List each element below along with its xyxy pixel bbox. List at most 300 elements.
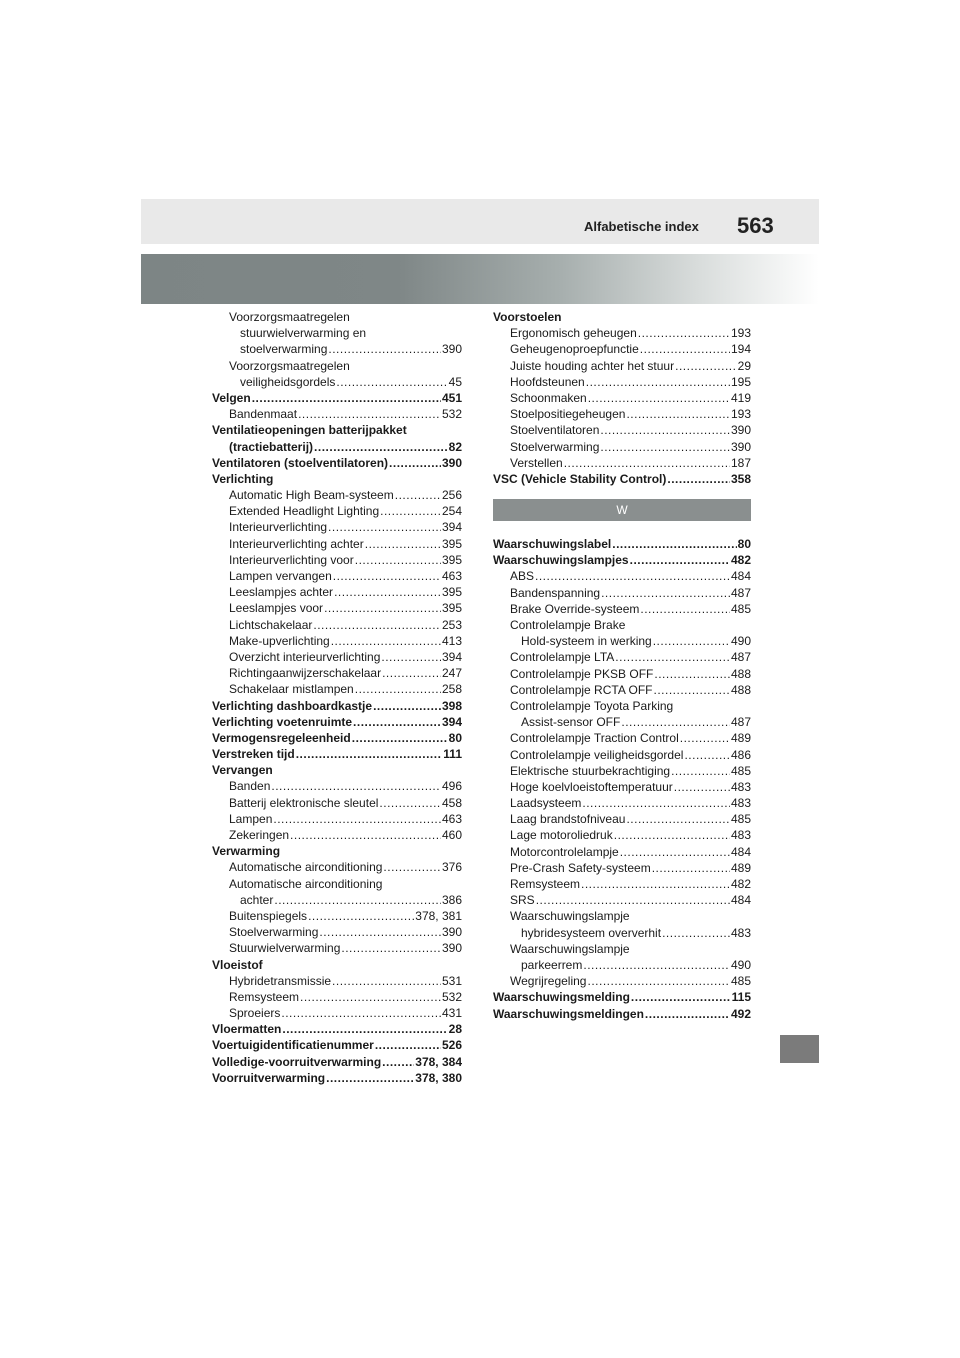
index-entry — [212, 973, 462, 989]
entry-text: Motorcontrolelampje — [510, 844, 619, 859]
index-entry — [212, 600, 462, 616]
entry-page: 395 — [441, 536, 462, 551]
entry-page: 489 — [730, 860, 751, 875]
leader-dots — [252, 390, 441, 406]
entry-text: Automatische airconditioning — [229, 860, 383, 875]
entry-page: 390 — [441, 925, 462, 940]
entry-text: Geheugenoproepfunctie — [510, 342, 639, 357]
entry-text: Stuurwielverwarming — [229, 941, 341, 956]
leader-dots — [383, 859, 441, 875]
entry-text: Richtingaanwijzerschakelaar — [229, 666, 382, 681]
leader-dots — [621, 714, 730, 730]
entry-page: 394 — [441, 520, 462, 535]
leader-dots — [308, 908, 414, 924]
entry-text: Verwarming — [212, 844, 281, 859]
leader-dots — [380, 503, 441, 519]
entry-page: 28 — [448, 1022, 462, 1037]
entry-text: Brake Override-systeem — [510, 601, 640, 616]
index-entry — [493, 374, 751, 390]
entry-page: 484 — [730, 569, 751, 584]
entry-page: 195 — [730, 374, 751, 389]
entry-text: Verlichting voetenruimte — [212, 714, 353, 729]
entry-text: Leeslampjes achter — [229, 585, 334, 600]
entry-text: Controlelampje PKSB OFF — [510, 666, 654, 681]
leader-dots — [341, 940, 441, 956]
index-entry — [212, 730, 462, 746]
index-entry — [493, 973, 751, 989]
entry-page: 395 — [441, 552, 462, 567]
entry-text: Lampen — [229, 811, 273, 826]
leader-dots — [535, 568, 730, 584]
index-entry — [212, 519, 462, 535]
index-entry — [212, 584, 462, 600]
index-entry — [493, 455, 751, 471]
entry-text: Velgen — [212, 390, 251, 405]
entry-text: Controlelampje veiligheidsgordel — [510, 747, 684, 762]
index-entry — [212, 940, 462, 956]
index-group-v — [493, 309, 751, 487]
entry-text: Automatische airconditioning — [229, 876, 383, 891]
entry-text: Waarschuwingslampje — [510, 909, 630, 924]
entry-text: Voorzorgsmaatregelen — [229, 358, 350, 373]
entry-page: 394 — [441, 714, 462, 729]
leader-dots — [355, 552, 441, 568]
entry-page: 193 — [730, 326, 751, 341]
leader-dots — [379, 795, 441, 811]
leader-dots — [645, 1006, 730, 1022]
index-entry — [493, 422, 751, 438]
entry-page: 458 — [441, 795, 462, 810]
entry-page: 376 — [441, 860, 462, 875]
entry-page: 531 — [441, 973, 462, 988]
leader-dots — [601, 585, 730, 601]
index-entry — [493, 844, 751, 860]
entry-text: stoelverwarming — [240, 342, 328, 357]
index-entry — [212, 455, 462, 471]
index-entry — [493, 601, 751, 617]
entry-text: stuurwielverwarming en — [240, 326, 367, 341]
index-entry — [493, 390, 751, 406]
entry-page: 496 — [441, 779, 462, 794]
leader-dots — [653, 682, 729, 698]
entry-text: Waarschuwingslampje — [510, 941, 630, 956]
entry-text: Waarschuwingslabel — [493, 537, 612, 552]
leader-dots — [319, 924, 441, 940]
entry-text: Buitenspiegels — [229, 908, 308, 923]
index-entry — [212, 698, 462, 714]
index-entry — [493, 552, 751, 568]
entry-page: 460 — [441, 828, 462, 842]
index-entry — [212, 762, 462, 778]
entry-page: 253 — [441, 617, 462, 632]
leader-dots — [667, 471, 730, 487]
leader-dots — [680, 730, 730, 746]
leader-dots — [581, 876, 730, 892]
leader-dots — [612, 536, 736, 552]
entry-text: Assist-sensor OFF — [521, 715, 621, 730]
index-entry — [212, 746, 462, 762]
index-entry — [212, 568, 462, 584]
entry-page: 463 — [441, 569, 462, 583]
leader-dots — [298, 406, 441, 422]
leader-dots — [395, 487, 441, 503]
index-entry — [493, 325, 751, 341]
leader-dots — [336, 374, 447, 390]
index-entry — [493, 763, 751, 779]
index-entry — [493, 779, 751, 795]
index-entry — [212, 778, 462, 794]
index-entry — [493, 666, 751, 682]
index-group-w — [493, 536, 751, 1022]
index-entry — [212, 681, 462, 697]
index-entry — [493, 406, 751, 422]
entry-text: Pre-Crash Safety-systeem — [510, 860, 651, 875]
index-entry — [493, 1006, 751, 1022]
index-entry — [493, 341, 751, 357]
entry-page: 390 — [441, 941, 462, 956]
index-entry — [493, 698, 751, 714]
leader-dots — [586, 374, 730, 390]
index-entry — [212, 924, 462, 940]
leader-dots — [300, 989, 441, 1005]
entry-page: 463 — [441, 811, 462, 826]
index-entry — [212, 859, 462, 875]
entry-text: VSC (Vehicle Stability Control) — [493, 471, 667, 486]
entry-page: 29 — [737, 358, 751, 373]
leader-dots — [640, 601, 730, 617]
entry-page: 485 — [730, 601, 751, 616]
leader-dots — [652, 860, 730, 876]
leader-dots — [382, 1054, 414, 1070]
entry-text: Sproeiers — [229, 1006, 281, 1021]
entry-text: Voorstoelen — [493, 310, 562, 324]
entry-text: Wegrijregeling — [510, 974, 587, 989]
entry-page: 45 — [448, 374, 462, 389]
leader-dots — [332, 973, 441, 989]
entry-text: Laadsysteem — [510, 796, 582, 811]
entry-page: 526 — [441, 1038, 462, 1053]
index-entry — [212, 892, 462, 908]
leader-dots — [352, 730, 448, 746]
leader-dots — [296, 746, 443, 762]
leader-dots — [630, 552, 730, 568]
entry-text: Ergonomisch geheugen — [510, 326, 637, 341]
index-entry — [493, 682, 751, 698]
index-entry — [493, 957, 751, 973]
entry-text: Remsysteem — [510, 877, 581, 891]
entry-page: 485 — [730, 763, 751, 778]
entry-text: Hold-systeem in werking — [521, 634, 652, 649]
entry-page: 485 — [730, 812, 751, 827]
entry-text: Lage motoroliedruk — [510, 828, 613, 843]
entry-page: 490 — [730, 634, 751, 649]
entry-text: Controlelampje Traction Control — [510, 731, 679, 746]
section-title: Alfabetische index — [584, 219, 699, 234]
entry-text: Controlelampje LTA — [510, 650, 615, 665]
index-entry — [493, 747, 751, 763]
entry-text: Overzicht interieurverlichting — [229, 649, 381, 664]
leader-dots — [671, 763, 730, 779]
leader-dots — [615, 649, 730, 665]
index-entry — [212, 649, 462, 665]
index-entry — [493, 908, 751, 924]
entry-page: 532 — [441, 989, 462, 1004]
entry-text: Ventilatieopeningen batterijpakket — [212, 423, 407, 438]
entry-text: Stoelverwarming — [229, 925, 319, 940]
leader-dots — [631, 989, 731, 1005]
entry-page: 390 — [730, 423, 751, 438]
leader-dots — [626, 406, 730, 422]
entry-page: 254 — [441, 504, 462, 519]
entry-page: 395 — [441, 601, 462, 616]
entry-text: Elektrische stuurbekrachtiging — [510, 763, 671, 778]
entry-text: Vermogensregeleenheid — [212, 730, 351, 745]
leader-dots — [273, 811, 441, 827]
entry-page: 487 — [730, 650, 751, 665]
index-column-right — [493, 309, 751, 1022]
entry-text: Controlelampje Toyota Parking — [510, 698, 674, 713]
index-entry — [493, 941, 751, 957]
entry-page: 82 — [448, 439, 462, 454]
entry-text: veiligheidsgordels — [240, 374, 336, 389]
index-entry — [493, 925, 751, 941]
entry-text: Extended Headlight Lighting — [229, 504, 380, 519]
entry-page: 80 — [737, 537, 751, 552]
entry-page: 485 — [730, 974, 751, 989]
index-entry — [212, 487, 462, 503]
entry-text: Voertuigidentificatienummer — [212, 1038, 374, 1053]
index-entry — [212, 503, 462, 519]
leader-dots — [271, 778, 441, 794]
entry-text: (tractiebatterij) — [229, 439, 314, 454]
entry-page: 490 — [730, 957, 751, 972]
leader-dots — [662, 925, 730, 941]
entry-text: Verstellen — [510, 455, 563, 470]
leader-dots — [564, 455, 730, 471]
entry-text: hybridesysteem oververhit — [521, 925, 662, 940]
leader-dots — [282, 1021, 447, 1037]
index-entry — [212, 439, 462, 455]
entry-text: Bandenmaat — [229, 407, 298, 422]
leader-dots — [365, 536, 441, 552]
index-entry — [212, 795, 462, 811]
entry-text: Juiste houding achter het stuur — [510, 358, 675, 373]
leader-dots — [674, 779, 730, 795]
entry-text: Hoge koelvloeistoftemperatuur — [510, 779, 673, 794]
index-entry — [212, 422, 462, 438]
index-entry — [493, 358, 751, 374]
entry-page: 111 — [443, 747, 462, 762]
index-entry — [493, 633, 751, 649]
entry-page: 489 — [730, 731, 751, 746]
index-entry — [493, 536, 751, 552]
index-entry — [212, 341, 462, 357]
entry-text: Verstreken tijd — [212, 747, 295, 762]
entry-page: 247 — [441, 666, 462, 681]
entry-page: 258 — [441, 682, 462, 697]
entry-text: Volledige-voorruitverwarming — [212, 1054, 382, 1069]
leader-dots — [290, 827, 441, 843]
entry-text: Laag brandstofniveau — [510, 812, 626, 827]
index-entry — [212, 374, 462, 390]
entry-page: 483 — [730, 828, 751, 843]
leader-dots — [333, 568, 441, 584]
index-entry — [493, 439, 751, 455]
leader-dots — [587, 973, 729, 989]
leader-dots — [375, 1037, 441, 1053]
leader-dots — [600, 439, 730, 455]
entry-text: Waarschuwingslampjes — [493, 553, 629, 568]
entry-page: 484 — [730, 844, 751, 859]
index-entry — [212, 325, 462, 341]
leader-dots — [654, 666, 730, 682]
entry-text: Stoelpositiegeheugen — [510, 407, 626, 422]
index-entry — [493, 811, 751, 827]
entry-text: Make-upverlichting — [229, 633, 330, 648]
entry-text: Vloermatten — [212, 1022, 282, 1037]
index-entry — [493, 309, 751, 325]
entry-page: 413 — [441, 633, 462, 648]
entry-page: 431 — [441, 1006, 462, 1021]
entry-text: Vloeistof — [212, 957, 263, 972]
entry-text: Remsysteem — [229, 989, 300, 1004]
index-entry — [212, 390, 462, 406]
index-entry — [212, 1070, 462, 1086]
index-entry — [212, 552, 462, 568]
index-entry — [212, 1037, 462, 1053]
entry-text: Interieurverlichting voor — [229, 552, 354, 567]
leader-dots — [389, 455, 441, 471]
index-entry — [212, 1021, 462, 1037]
entry-page: 193 — [730, 407, 751, 422]
leader-dots — [382, 665, 441, 681]
entry-page: 492 — [730, 1006, 751, 1021]
entry-page: 451 — [441, 390, 462, 405]
entry-text: Leeslampjes voor — [229, 601, 324, 616]
leader-dots — [326, 1070, 414, 1086]
leader-dots — [536, 892, 730, 908]
entry-page: 398 — [441, 698, 462, 713]
index-entry — [212, 843, 462, 859]
index-entry — [212, 811, 462, 827]
entry-text: Controlelampje RCTA OFF — [510, 682, 653, 697]
entry-text: Voorruitverwarming — [212, 1070, 326, 1085]
leader-dots — [675, 358, 737, 374]
entry-page: 386 — [441, 892, 462, 907]
page-number: 563 — [737, 213, 774, 238]
entry-text: parkeerrem — [521, 957, 583, 972]
leader-dots — [314, 439, 448, 455]
index-entry — [212, 665, 462, 681]
entry-page: 487 — [730, 715, 751, 730]
index-entry — [493, 585, 751, 601]
index-entry — [212, 536, 462, 552]
leader-dots — [653, 633, 730, 649]
entry-page: 486 — [730, 747, 751, 762]
entry-text: Banden — [229, 779, 271, 794]
index-entry — [212, 908, 462, 924]
leader-dots — [355, 681, 441, 697]
leader-dots — [313, 617, 441, 633]
leader-dots — [582, 795, 730, 811]
entry-page: 80 — [448, 730, 462, 745]
entry-page: 256 — [441, 488, 462, 503]
index-entry — [212, 957, 462, 973]
index-entry — [493, 568, 751, 584]
index-entry — [212, 827, 462, 843]
index-entry — [493, 617, 751, 633]
entry-text: achter — [240, 892, 274, 907]
entry-text: Lampen vervangen — [229, 569, 332, 583]
entry-text: Automatic High Beam-systeem — [229, 488, 394, 503]
decorative-gradient-band — [141, 254, 819, 304]
leader-dots — [638, 325, 730, 341]
leader-dots — [328, 519, 441, 535]
leader-dots — [620, 844, 730, 860]
index-entry — [493, 471, 751, 487]
leader-dots — [640, 341, 730, 357]
entry-text: Interieurverlichting achter — [229, 536, 364, 551]
entry-page: 378, 381 — [415, 908, 462, 923]
leader-dots — [381, 649, 441, 665]
index-entry — [212, 358, 462, 374]
thumb-tab-marker — [780, 1035, 819, 1063]
leader-dots — [600, 422, 730, 438]
index-entry — [212, 617, 462, 633]
entry-text: Schoonmaken — [510, 390, 587, 405]
leader-dots — [684, 747, 730, 763]
header-bar — [141, 199, 819, 244]
entry-page: 419 — [730, 390, 751, 405]
entry-text: Waarschuwingsmeldingen — [493, 1006, 644, 1021]
entry-page: 394 — [441, 649, 462, 664]
index-entry — [212, 1054, 462, 1070]
entry-page: 487 — [730, 585, 751, 600]
entry-page: 358 — [730, 471, 751, 486]
entry-page: 483 — [730, 796, 751, 811]
entry-page: 390 — [441, 455, 462, 470]
entry-text: Interieurverlichting — [229, 520, 328, 535]
leader-dots — [331, 633, 441, 649]
entry-text: Controlelampje Brake — [510, 618, 626, 632]
index-entry — [493, 827, 751, 843]
entry-text: Stoelverwarming — [510, 439, 600, 454]
index-entry — [493, 892, 751, 908]
entry-text: Lichtschakelaar — [229, 617, 313, 632]
leader-dots — [373, 698, 441, 714]
entry-text: Hoofdsteunen — [510, 374, 585, 389]
index-entry — [212, 1005, 462, 1021]
entry-text: Waarschuwingsmelding — [493, 990, 630, 1005]
entry-page: 488 — [730, 666, 751, 681]
entry-page: 115 — [731, 990, 751, 1005]
index-entry — [212, 633, 462, 649]
index-entry — [493, 795, 751, 811]
entry-text: Vervangen — [212, 763, 273, 778]
entry-text: Verlichting dashboardkastje — [212, 698, 373, 713]
entry-text: Stoelventilatoren — [510, 423, 600, 438]
index-entry — [212, 876, 462, 892]
entry-text: SRS — [510, 893, 535, 908]
entry-text: Zekeringen — [229, 828, 290, 842]
index-entry — [212, 989, 462, 1005]
leader-dots — [281, 1005, 441, 1021]
entry-text: Verlichting — [212, 471, 274, 486]
entry-page: 187 — [730, 455, 751, 470]
index-column-left — [212, 309, 462, 1086]
index-entry — [212, 714, 462, 730]
entry-page: 390 — [441, 342, 462, 357]
